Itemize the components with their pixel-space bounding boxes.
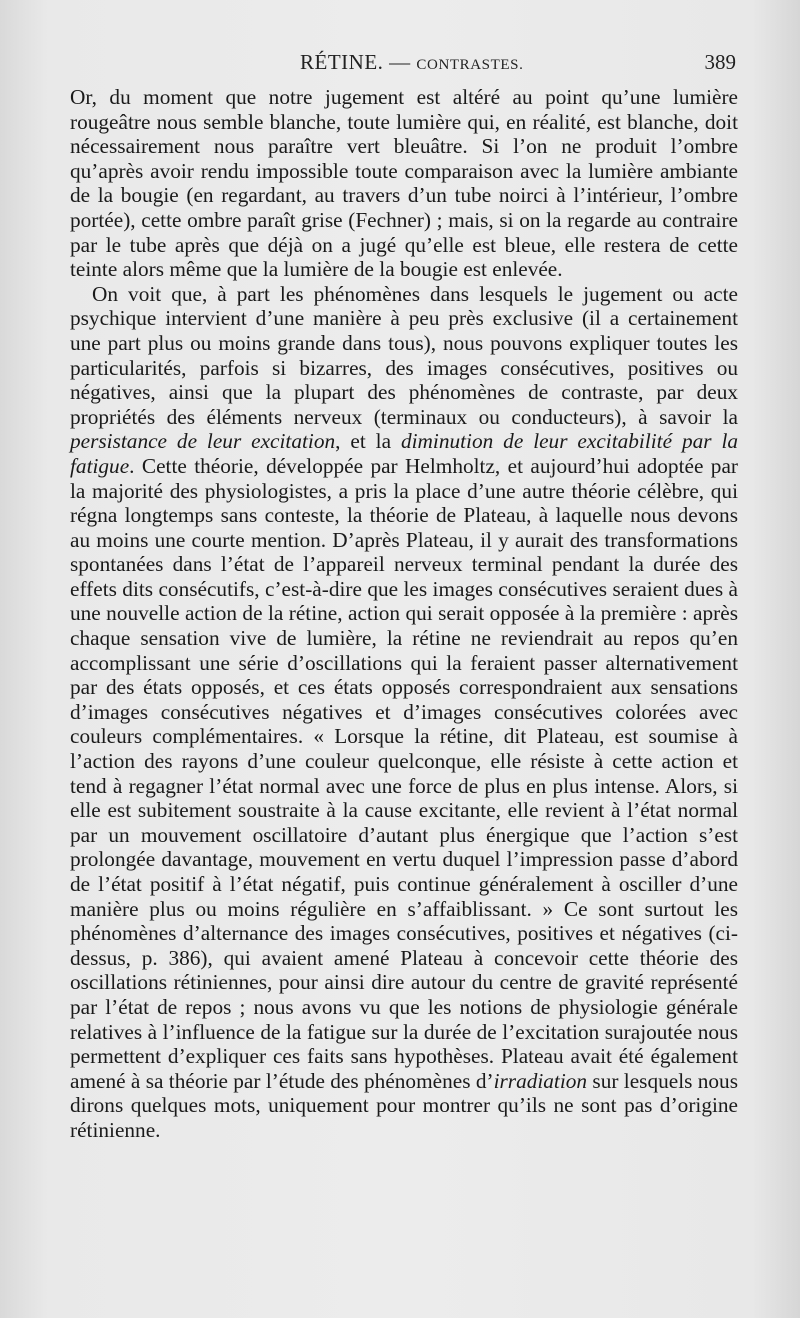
italic-term-persistance: persistance de leur excitation	[70, 429, 336, 454]
text-run: sur lesquels nous dirons quelques mots, uniquement pour montrer qu’ils ne sont pas d’origine rétinienne.	[70, 1068, 738, 1142]
paragraph-2	[70, 282, 738, 1143]
italic-term-diminution: diminution de leur excitabilité par la fatigue	[70, 429, 739, 478]
running-header	[70, 50, 736, 84]
title-dash: —	[389, 50, 411, 74]
title-sub: CONTRASTES.	[416, 57, 524, 73]
text-run: , et la	[335, 429, 401, 454]
paragraph-1	[70, 85, 738, 282]
italic-term-irradiation: irradiation	[493, 1068, 588, 1093]
running-title	[300, 50, 523, 75]
text-run: On voit que, à part les phénomènes dans lesquels le jugement ou acte psychique intervient d’une manière à peu près exclusive (il a certainement une part plus ou moins grande dans tous), nous pouvons expliquer toutes les particularités, parfois si bizarres, des images consécutives, positives ou négatives, ainsi que la plupart des phénomènes de contraste, par deux propriétés des éléments nerveux (terminaux ou conducteurs), à savoir la	[70, 281, 738, 429]
title-main: RÉTINE.	[300, 50, 384, 74]
page-body	[70, 85, 738, 1143]
page-number: 389	[704, 50, 736, 74]
text-run: Or, du moment que notre jugement est altéré au point qu’une lumière rougeâtre nous semble blanche, toute lumière qui, en réalité, est blanche, doit nécessairement nous paraître vert bleuâtre. Si l’on ne produit l’ombre qu’après avoir rendu impossible toute comparaison avec la lumière ambiante de la bougie (en regardant, au travers d’un tube noirci à l’intérieur, l’ombre portée), cette ombre paraît grise (Fechner) ; mais, si on la regarde au contraire par le tube après que déjà on a jugé qu’elle est bleue, elle restera de cette teinte alors même que la lumière de la bougie est enlevée.	[70, 85, 738, 282]
text-run: . Cette théorie, développée par Helmholtz, et aujourd’hui adoptée par la majorité des physiologistes, a pris la place d’une autre théorie célèbre, qui régna longtemps sans conteste, la théorie de Plateau, à laquelle nous devons au moins une courte mention. D’après Plateau, il y aurait des transformations spontanées dans l’état de l’appareil nerveux terminal pendant la durée des effets dits consécutifs, c’est-à-dire que les images consécutives seraient dues à une nouvelle action de la rétine, action qui serait opposée à la première : après chaque sensation vive de lumière, la rétine ne reviendrait au repos qu’en accomplissant une série d’oscillations qui la feraient passer alternativement par des états opposés, et ces états opposés correspondraient aux sensations d’images consécutives négatives et d’images consécutives colorées avec couleurs complémentaires. « Lorsque la rétine, dit Plateau, est soumise à l’action des rayons d’une couleur quelconque, elle résiste à cette action et tend à regagner l’état normal avec une force de plus en plus intense. Alors, si elle est subitement soustraite à la cause excitante, elle revient à l’état normal par un mouvement oscillatoire d’autant plus énergique que l’action s’est prolongée davantage, mouvement en vertu duquel l’impression passe d’abord de l’état positif à l’état négatif, puis continue généralement à osciller d’une manière plus ou moins régulière en s’affaiblissant. » Ce sont surtout les phénomènes d’alternance des images consécutives, positives et négatives (ci-dessus, p. 386), qui avaient amené Plateau à concevoir cette théorie des oscillations rétiniennes, pour ainsi dire autour du centre de gravité représenté par l’état de repos ; nous avons vu que les notions de physiologie générale relatives à l’influence de la fatigue sur la durée de l’excitation surajoutée nous permettent d’expliquer ces faits sans hypothèses. Plateau avait été également amené à sa théorie par l’étude des phénomènes d’	[70, 453, 738, 1093]
